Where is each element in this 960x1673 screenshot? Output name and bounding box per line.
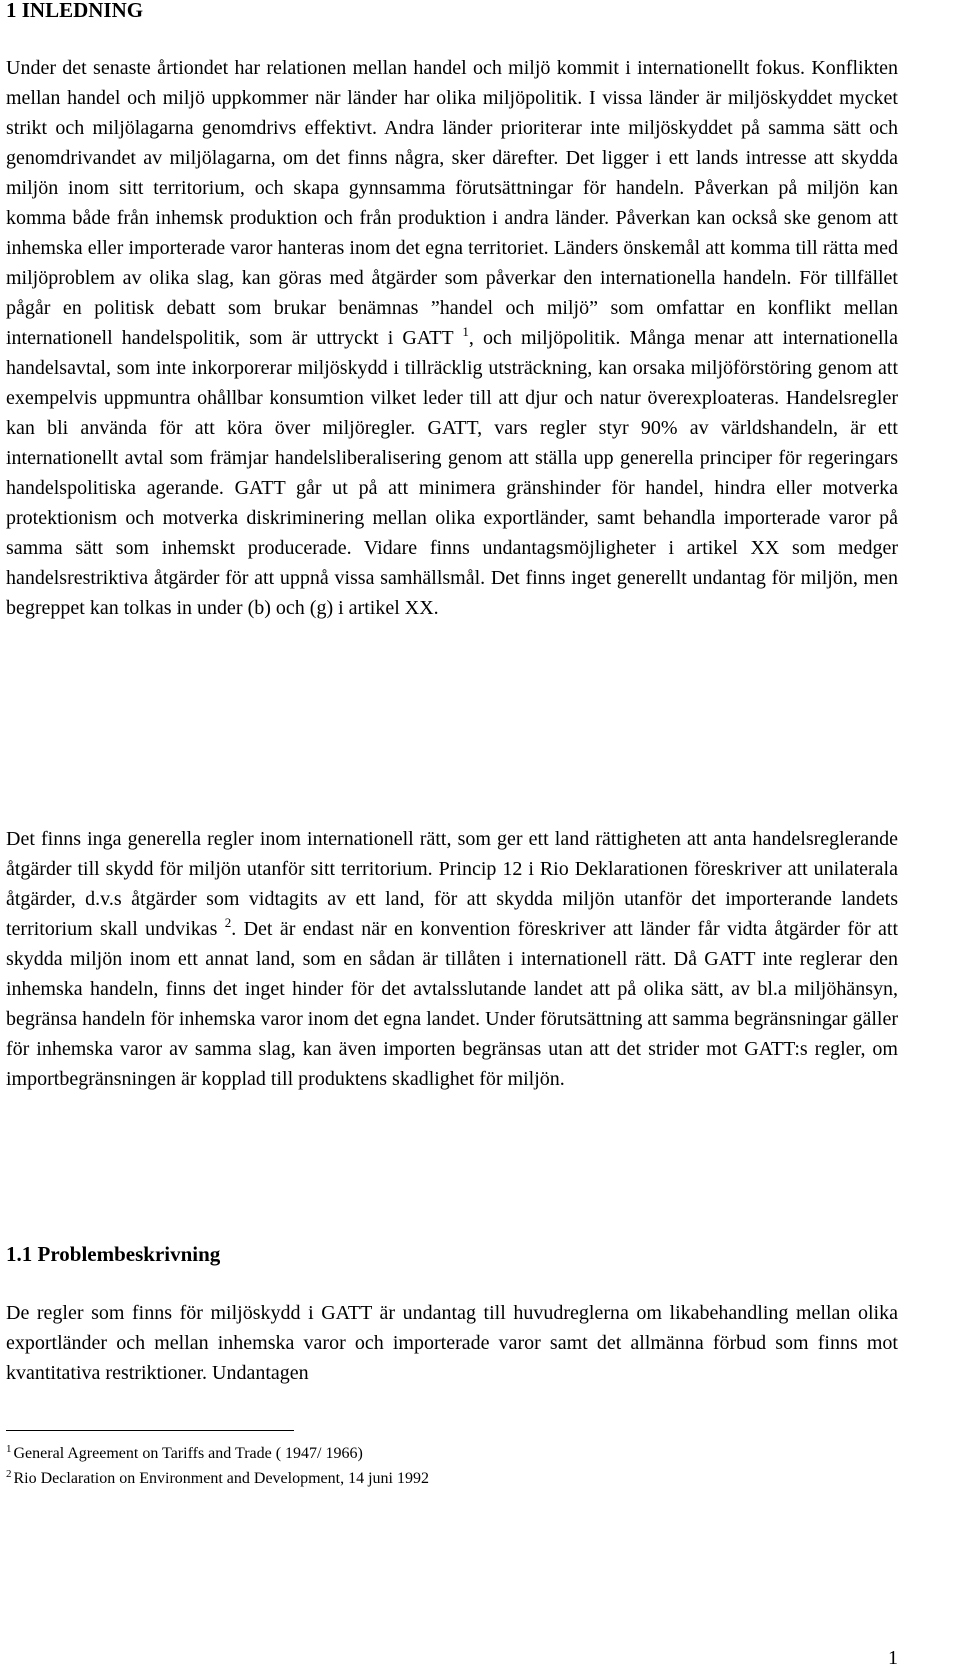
footnote-text: General Agreement on Tariffs and Trade ( 1947/ 1966) <box>13 1445 363 1462</box>
section-heading: 1.1 Problembeskrivning <box>6 1242 221 1266</box>
footnote-1 <box>6 1444 363 1464</box>
footnote-text: Rio Declaration on Environment and Development, 14 juni 1992 <box>13 1470 429 1487</box>
footnote-2 <box>6 1469 429 1489</box>
page-number: 1 <box>888 1647 898 1669</box>
paragraph-text: , och miljöpolitik. Många menar att internationella handelsavtal, som inte inkorporerar miljöskydd i tillräcklig utsträckning, kan orsaka miljöförstöring genom att exempelvis uppmuntra ohållbar konsumtion vilket leder till att djur och natur överexploateras. Handelsregler kan bli använda för att köra över miljöregler. GATT, vars regler styr 90% av världshandeln, är ett internationellt avtal som främjar handelsliberalisering genom att ställa upp generella principer för regeringars handelspolitiska agerande. GATT går ut på att minimera gränshinder för handel, hindra eller motverka protektionism och motverka diskriminering mellan olika exportländer, samt behandla importerade varor på samma sätt som inhemskt producerade. Vidare finns undantagsmöjligheter i artikel XX som medger handelsrestriktiva åtgärder för att uppnå vissa samhällsmål. Det finns inget generellt undantag för miljön, men begreppet kan tolkas in under (b) och (g) i artikel XX. <box>6 327 898 619</box>
paragraph-text: Under det senaste årtiondet har relationen mellan handel och miljö kommit i internationellt fokus. Konflikten mellan handel och miljö uppkommer när länder har olika miljöpolitik. I vissa länder är miljöskyddet mycket strikt och miljölagarna genomdrivs effektivt. Andra länder prioriterar inte miljöskyddet på samma sätt och genomdrivandet av miljölagarna, om det finns några, sker därefter. Det ligger i ett lands intresse att skydda miljön inom sitt territorium, och skapa gynnsamma förutsättningar för handeln. Påverkan på miljön kan komma både från inhemsk produktion och från produktion i andra länder. Påverkan kan också ske genom att inhemska eller importerade varor hanteras inom det egna territoriet. Länders önskemål att komma till rätta med miljöproblem av olika slag, kan göras med åtgärder som påverkar den internationella handeln. För tillfället pågår en politisk debatt som brukar benämnas ”handel och miljö” som omfattar en konflikt mellan internationell handelspolitik, som är uttryckt i GATT <box>6 57 898 349</box>
footnote-ref-2: 2 <box>224 915 232 930</box>
footnote-divider <box>6 1430 294 1431</box>
footnote-ref-1: 1 <box>462 324 469 339</box>
paragraph-text: Det finns inga generella regler inom internationell rätt, som ger ett land rättigheten att anta handelsreglerande åtgärder till skydd för miljön utanför sitt territorium. Princip 12 i Rio Deklarationen föreskriver att unilaterala åtgärder, d.v.s åtgärder som vidtagits av ett land, för att skydda miljön utanför det importerande landets territorium skall undvikas <box>6 828 898 940</box>
paragraph-text: . Det är endast när en konvention föreskriver att länder får vidta åtgärder för att skydda miljön inom ett annat land, som en sådan är tillåten i internationell rätt. Då GATT inte reglerar den inhemska handeln, finns det inget hinder för det avtalsslutande landet att på olika sätt, av bl.a miljöhänsyn, begränsa handeln för inhemska varor inom det egna landet. Under förutsättning att samma begränsningar gäller för inhemska varor av samma slag, kan även importen begränsas utan att det strider mot GATT:s regler, om importbegränsningen är kopplad till produktens skadlighet för miljön. <box>6 918 898 1090</box>
problem-paragraph: De regler som finns för miljöskydd i GATT är undantag till huvudreglerna om likabehandling mellan olika exportländer och mellan inhemska varor och importerade varor samt det allmänna förbud som finns mot kvantitativa restriktioner. Undantagen <box>6 1302 898 1384</box>
chapter-heading: 1 INLEDNING <box>6 0 144 22</box>
footnote-number: 1 <box>6 1443 12 1455</box>
intro-paragraph-2 <box>6 824 898 1094</box>
footnote-number: 2 <box>6 1468 12 1480</box>
intro-paragraph-1 <box>6 53 898 623</box>
